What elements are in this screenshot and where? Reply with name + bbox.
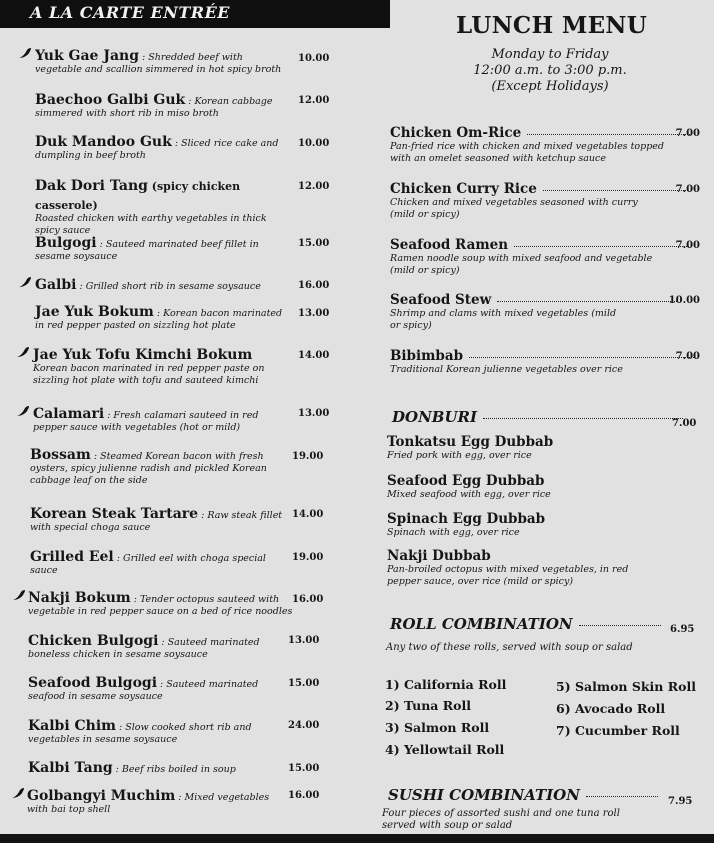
item-name: Galbi xyxy=(35,277,77,293)
section-title-text: SUSHI COMBINATION xyxy=(388,786,580,804)
item-price: 13.00 xyxy=(298,308,330,319)
item-name: Yuk Gae Jang xyxy=(35,48,140,64)
item-desc: oysters, spicy julienne radish and pickled Korean cabbage leaf on the side xyxy=(30,463,267,486)
menu-item-seafood-bulgogi xyxy=(0,672,345,703)
item-name: Chicken Bulgogi xyxy=(28,633,159,649)
item-inline-desc: : Korean cabbage xyxy=(185,96,273,107)
sushi-combination-title xyxy=(388,786,658,804)
item-name: Bulgogi xyxy=(35,235,97,251)
a-la-carte-title: A LA CARTE ENTRÉE xyxy=(30,3,230,22)
item-name: Chicken Om-Rice xyxy=(390,125,522,141)
roll-option: 2) Tuna Roll xyxy=(385,698,471,713)
menu-item-duk-mandoo-guk xyxy=(0,131,345,162)
item-inline-desc: (spicy chicken casserole) xyxy=(35,180,241,212)
item-price: 15.00 xyxy=(288,678,320,689)
chili-pepper-icon xyxy=(13,589,26,601)
chili-pepper-icon xyxy=(12,787,25,799)
item-price: 13.00 xyxy=(288,635,320,646)
lunch-item-bibimbab xyxy=(390,348,700,376)
bottom-bar xyxy=(0,834,714,843)
menu-item-kalbi-chim xyxy=(0,715,345,746)
section-title-text: ROLL COMBINATION xyxy=(390,615,573,633)
menu-item-bulgogi xyxy=(0,232,345,263)
leader-dots xyxy=(527,133,692,135)
item-name: Nakji Dubbab xyxy=(387,548,491,564)
lunch-item-chicken-curry-rice xyxy=(390,181,700,221)
item-name: Seafood Stew xyxy=(390,292,492,308)
item-name: Calamari xyxy=(33,406,105,422)
donburi-item-nakji xyxy=(387,548,697,588)
item-price: 14.00 xyxy=(298,350,330,361)
item-price: 12.00 xyxy=(298,181,330,192)
item-price: 7.00 xyxy=(675,128,700,139)
item-desc: vegetable in red pepper sauce on a bed of rice noodles xyxy=(28,606,293,617)
item-inline-desc: : Fresh calamari sauteed in red xyxy=(104,410,259,421)
chili-pepper-icon xyxy=(19,47,32,59)
leader-dots xyxy=(514,245,689,247)
roll-option: 3) Salmon Roll xyxy=(385,720,490,735)
menu-item-galbi xyxy=(0,274,345,293)
roll-option: 6) Avocado Roll xyxy=(556,701,666,716)
item-price: 15.00 xyxy=(298,238,330,249)
item-desc: Ramen noodle soup with mixed seafood and vegetable (mild or spicy) xyxy=(390,253,653,276)
item-name: Bossam xyxy=(30,447,91,463)
item-name: Baechoo Galbi Guk xyxy=(35,92,186,108)
item-price: 10.00 xyxy=(298,138,330,149)
roll-combination-title xyxy=(390,615,661,633)
item-name: Nakji Bokum xyxy=(28,590,131,606)
item-inline-desc: : Slow cooked short rib and xyxy=(116,722,252,733)
menu-item-chicken-bulgogi xyxy=(0,630,345,661)
item-desc: sauce xyxy=(30,565,58,576)
sushi-combination-price: 7.95 xyxy=(668,796,693,807)
section-title-text: DONBURI xyxy=(392,408,478,426)
lunch-item-seafood-ramen xyxy=(390,237,700,277)
item-price: 13.00 xyxy=(298,408,330,419)
item-desc: Pan-fried rice with chicken and mixed vegetables topped with an omelet seasoned with ketchup sauce xyxy=(390,141,664,164)
menu-item-bossam xyxy=(0,444,345,487)
item-price: 16.00 xyxy=(288,790,320,801)
item-inline-desc: : Sauteed marinated xyxy=(158,637,260,648)
item-name: Bibimbab xyxy=(390,348,464,364)
item-desc: Korean bacon marinated in red pepper paste on sizzling hot plate with tofu and sauteed kimchi xyxy=(33,363,265,386)
item-inline-desc: : Beef ribs boiled in soup xyxy=(112,764,236,775)
item-desc: Pan-broiled octopus with mixed vegetables, in red pepper sauce, over rice (mild or spicy) xyxy=(387,564,629,587)
lunch-menu-title: LUNCH MENU xyxy=(456,12,648,39)
item-name: Jae Yuk Bokum xyxy=(35,304,154,320)
item-inline-desc: : Raw steak fillet xyxy=(198,510,283,521)
item-inline-desc: : Shredded beef with xyxy=(139,52,243,63)
item-desc: dumpling in beef broth xyxy=(35,150,146,161)
item-price: 7.00 xyxy=(675,351,700,362)
item-inline-desc: : Sauteed marinated xyxy=(157,679,259,690)
menu-item-nakji-bokum xyxy=(0,587,345,618)
item-desc: with bai top shell xyxy=(27,804,111,815)
item-price: 7.00 xyxy=(675,184,700,195)
item-desc: Chicken and mixed vegetables seasoned with curry (mild or spicy) xyxy=(390,197,638,220)
item-price: 16.00 xyxy=(298,280,330,291)
item-name: Grilled Eel xyxy=(30,549,114,565)
item-inline-desc: : Mixed vegetables xyxy=(175,792,270,803)
item-desc: Roasted chicken with earthy vegetables in thick spicy sauce xyxy=(35,213,267,236)
item-desc: simmered with short rib in miso broth xyxy=(35,108,219,119)
menu-item-calamari xyxy=(0,403,345,434)
item-price: 14.00 xyxy=(292,509,324,520)
menu-item-dak-dori-tang xyxy=(0,175,345,237)
leader-dots xyxy=(543,189,688,191)
item-price: 10.00 xyxy=(668,295,700,306)
menu-item-jae-yuk-tofu-kimchi-bokum xyxy=(0,344,345,387)
item-desc: Shrimp and clams with mixed vegetables (mild or spicy) xyxy=(390,308,617,331)
item-name: Golbangyi Muchim xyxy=(27,788,176,804)
menu-item-korean-steak-tartare xyxy=(0,503,345,534)
menu-item-kalbi-tang xyxy=(0,757,345,776)
item-inline-desc: : Sauteed marinated beef fillet in xyxy=(96,239,259,250)
item-price: 7.00 xyxy=(675,240,700,251)
lunch-hours xyxy=(440,47,660,95)
item-price: 19.00 xyxy=(292,451,324,462)
donburi-item-tonkatsu xyxy=(387,434,697,462)
leader-dots xyxy=(586,795,658,797)
item-name: Spinach Egg Dubbab xyxy=(387,511,546,527)
item-desc: Fried pork with egg, over rice xyxy=(387,450,532,461)
item-price: 15.00 xyxy=(288,763,320,774)
donburi-title xyxy=(392,408,683,426)
item-name: Chicken Curry Rice xyxy=(390,181,537,197)
menu-item-baechoo-galbi-guk xyxy=(0,89,345,120)
item-name: Seafood Bulgogi xyxy=(28,675,158,691)
roll-combination-price: 6.95 xyxy=(670,624,695,635)
item-name: Kalbi Chim xyxy=(28,718,116,734)
item-desc: in red pepper pasted on sizzling hot plate xyxy=(35,320,236,331)
leader-dots xyxy=(469,356,694,358)
item-name: Dak Dori Tang xyxy=(35,178,148,194)
menu-item-jae-yuk-bokum xyxy=(0,301,345,332)
item-desc: Mixed seafood with egg, over rice xyxy=(387,489,551,500)
sushi-combination-desc: Four pieces of assorted sushi and one tuna roll served with soup or salad xyxy=(382,808,620,831)
chili-pepper-icon xyxy=(17,346,30,358)
menu-item-yuk-gae-jang xyxy=(0,45,345,76)
donburi-item-spinach xyxy=(387,511,697,539)
item-price: 10.00 xyxy=(298,53,330,64)
item-desc: boneless chicken in sesame soysauce xyxy=(28,649,208,660)
item-desc: vegetable and scallion simmered in hot spicy broth xyxy=(35,64,282,75)
lunch-item-seafood-stew xyxy=(390,292,700,332)
leader-dots xyxy=(497,300,677,302)
menu-item-golbangyi-muchim xyxy=(0,785,345,816)
item-inline-desc: : Korean bacon marinated xyxy=(153,308,283,319)
roll-option: 5) Salmon Skin Roll xyxy=(556,679,696,694)
chili-pepper-icon xyxy=(17,405,30,417)
item-name: Tonkatsu Egg Dubbab xyxy=(387,434,554,450)
lunch-note: (Except Holidays) xyxy=(491,79,609,94)
item-desc: with special choga sauce xyxy=(30,522,151,533)
lunch-item-chicken-om-rice xyxy=(390,125,700,165)
item-desc: pepper sauce with vegetables (hot or mild) xyxy=(33,422,241,433)
item-price: 24.00 xyxy=(288,720,320,731)
item-inline-desc: : Steamed Korean bacon with fresh xyxy=(90,451,264,462)
menu-item-grilled-eel xyxy=(0,546,345,577)
leader-dots xyxy=(579,624,661,626)
item-price: 16.00 xyxy=(292,594,324,605)
item-name: Kalbi Tang xyxy=(28,760,113,776)
item-name: Seafood Egg Dubbab xyxy=(387,473,545,489)
item-name: Duk Mandoo Guk xyxy=(35,134,172,150)
item-desc: vegetables in sesame soysauce xyxy=(28,734,178,745)
item-desc: Traditional Korean julienne vegetables over rice xyxy=(390,364,623,375)
leader-dots xyxy=(483,417,683,419)
item-inline-desc: : Grilled eel with choga special xyxy=(113,553,266,564)
roll-option: 4) Yellowtail Roll xyxy=(385,742,505,757)
item-desc: sesame soysauce xyxy=(35,251,118,262)
roll-option: 1) California Roll xyxy=(385,677,507,692)
item-inline-desc: : Sliced rice cake and xyxy=(171,138,279,149)
lunch-days: Monday to Friday xyxy=(491,47,609,62)
roll-option: 7) Cucumber Roll xyxy=(556,723,680,738)
donburi-item-seafood xyxy=(387,473,697,501)
item-inline-desc: : Grilled short rib in sesame soysauce xyxy=(76,281,261,292)
item-name: Korean Steak Tartare xyxy=(30,506,199,522)
item-name: Jae Yuk Tofu Kimchi Bokum xyxy=(33,347,253,363)
item-price: 19.00 xyxy=(292,552,324,563)
lunch-time: 12:00 a.m. to 3:00 p.m. xyxy=(473,63,627,78)
item-desc: seafood in sesame soysauce xyxy=(28,691,163,702)
item-price: 12.00 xyxy=(298,95,330,106)
chili-pepper-icon xyxy=(19,276,32,288)
item-desc: Spinach with egg, over rice xyxy=(387,527,520,538)
item-name: Seafood Ramen xyxy=(390,237,509,253)
donburi-price: 7.00 xyxy=(672,418,697,429)
roll-combination-subtitle: Any two of these rolls, served with soup or salad xyxy=(386,642,633,653)
item-inline-desc: : Tender octopus sauteed with xyxy=(130,594,280,605)
